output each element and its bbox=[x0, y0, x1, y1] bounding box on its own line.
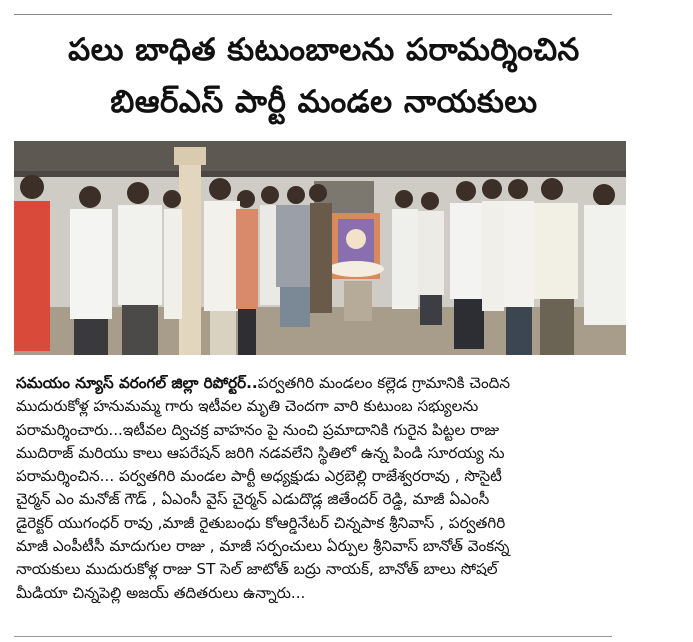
news-photo bbox=[14, 141, 626, 355]
article-line-10: మీడియా చిన్నపెల్లి అజయ్ తదితరులు ఉన్నారు... bbox=[16, 583, 306, 602]
article-line-9: నాయకులు ముదురుకోళ్ల రాజు ST సెల్ జాటోత్ బద్రు నాయక్, బానోత్ బాలు సోషల్ bbox=[16, 560, 498, 579]
article-line-5: పరామర్శించిన... పర్వతగిరి మండల పార్టీ అధ్యక్షుడు ఎర్రబెల్లి రాజేశ్వరరావు , సొసైటీ bbox=[16, 467, 502, 486]
news-photo-illustration bbox=[14, 141, 626, 355]
headline-line-1: పలు బాధిత కుటుంబాలను పరామర్శించిన bbox=[68, 32, 580, 68]
top-divider bbox=[14, 14, 612, 15]
article-body bbox=[16, 372, 634, 605]
article-line-6: చైర్మన్ ఎం మనోజ్ గౌడ్ , ఏఎంసీ వైస్ చైర్మన్ ఎడుదొడ్ల జితేందర్ రెడ్డి, మాజీ ఏఎంసీ bbox=[16, 490, 490, 509]
headline-line-2: బిఆర్ఎస్ పార్టీ మండల నాయకులు bbox=[110, 84, 538, 120]
article-line-3: పరామర్శించారు...ఇటీవల ద్విచక్ర వాహనం పై నుంచి ప్రమాదానికి గురైన పిట్టల రాజు bbox=[16, 420, 500, 439]
headline bbox=[14, 24, 634, 128]
article-line-2: ముదురుకోళ్ల హనుమమ్మ గారు ఇటీవల మృతి చెందగా వారి కుటుంబ సభ్యులను bbox=[16, 397, 479, 416]
article-line-1-text: పర్వతగిరి మండలం కల్లెడ గ్రామానికి చెందిన bbox=[257, 374, 511, 392]
article-line-1 bbox=[16, 372, 634, 395]
bottom-divider bbox=[14, 636, 612, 637]
article-line-7: డైరెక్టర్ యుగంధర్ రావు ,మాజీ రైతుబంధు కోఆర్డినేటర్ చిన్నపాక శ్రీనివాస్ , పర్వతగిరి bbox=[16, 513, 506, 532]
article-line-8: మాజీ ఎంపీటీసీ మాదుగుల రాజు , మాజీ సర్పంచులు ఏర్పుల శ్రీనివాస్ బానోత్ వెంకన్న bbox=[16, 537, 510, 556]
article-dateline: సమయం న్యూస్ వరంగల్ జిల్లా రిపోర్టర్.. bbox=[16, 374, 258, 392]
article-line-4: ముదిరాజ్ మరియు కాలు ఆపరేషన్ జరిగి నడవలేని స్థితిలో ఉన్న పిండి సూరయ్య ను bbox=[16, 443, 505, 462]
